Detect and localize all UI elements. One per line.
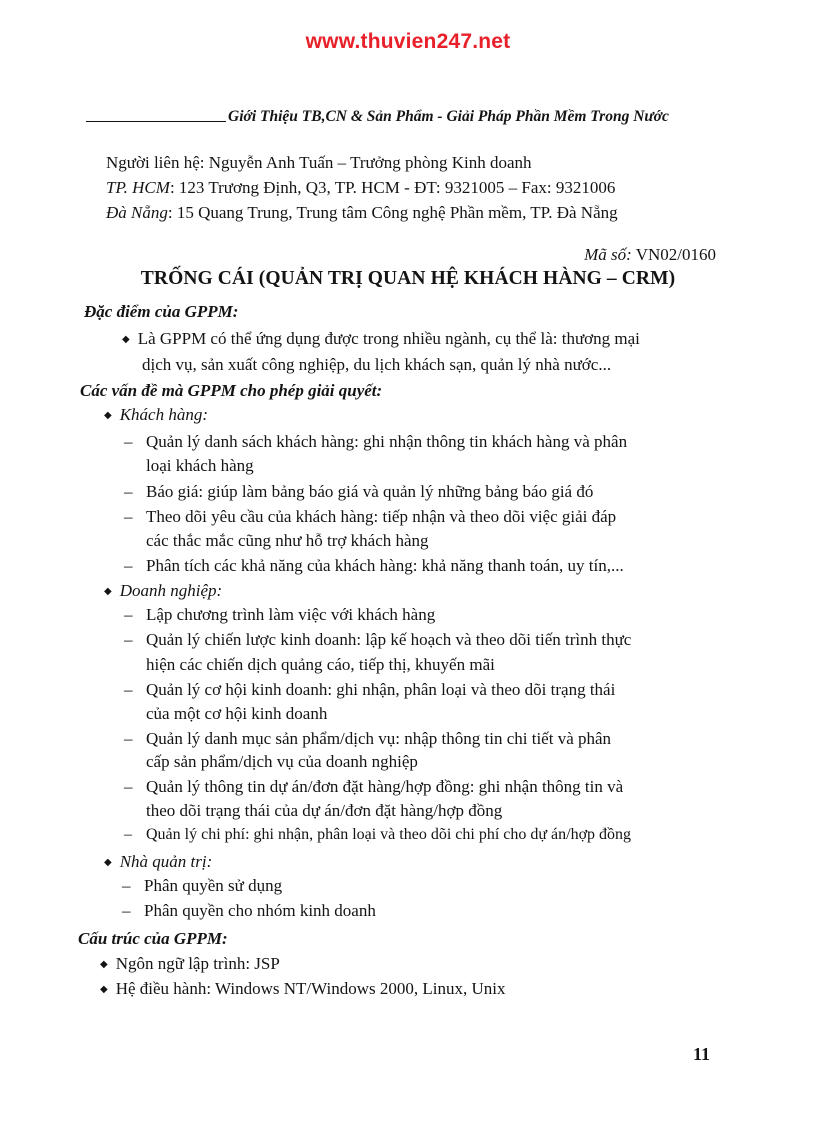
enterprise-line-3: hiện các chiến dịch quảng cáo, tiếp thị, khuyến mãi: [146, 655, 495, 674]
structure-line-2: Hệ điều hành: Windows NT/Windows 2000, Linux, Unix: [115, 979, 506, 998]
contact-hcm-text: : 123 Trương Định, Q3, TP. HCM - ĐT: 9321005 – Fax: 9321006: [169, 178, 616, 197]
diamond-bullet-icon: ◆: [104, 586, 112, 597]
features-line-2: dịch vụ, sản xuất công nghiệp, du lịch khách sạn, quản lý nhà nước...: [142, 355, 612, 374]
enterprise-item-3: [124, 680, 615, 700]
enterprise-item-2: [124, 630, 631, 650]
enterprise-line-6: Quản lý danh mục sản phẩm/dịch vụ: nhập thông tin chi tiết và phân: [146, 729, 612, 748]
admin-line-2: Phân quyền cho nhóm kinh doanh: [144, 901, 376, 920]
customers-item-2: [124, 482, 593, 502]
enterprise-item-6: [124, 826, 631, 844]
customers-line-4: Theo dõi yêu cầu của khách hàng: tiếp nhận và theo dõi việc giải đáp: [146, 507, 617, 526]
customers-item-1: [124, 432, 627, 452]
contact-person: Người liên hệ: Nguyễn Anh Tuấn – Trưởng phòng Kinh doanh: [106, 153, 532, 172]
dash-bullet: –: [124, 630, 133, 649]
admin-item-2: [122, 901, 376, 921]
enterprise-line-1: Lập chương trình làm việc với khách hàng: [146, 605, 436, 624]
product-code-value: VN02/0160: [631, 245, 716, 264]
enterprise-line-7: cấp sản phẩm/dịch vụ của doanh nghiệp: [146, 752, 418, 771]
dash-bullet: –: [124, 777, 133, 796]
features-line-1: Là GPPM có thể ứng dụng được trong nhiều ngành, cụ thể là: thương mại: [137, 329, 640, 348]
admin-line-1: Phân quyền sử dụng: [144, 876, 283, 895]
admin-item-1: [122, 876, 282, 896]
enterprise-item-4: [124, 729, 611, 749]
enterprise-line-5: của một cơ hội kinh doanh: [146, 704, 328, 723]
enterprise-line-10: Quản lý chi phí: ghi nhận, phân loại và theo dõi chi phí cho dự án/hợp đồng: [146, 826, 632, 843]
dash-bullet: –: [124, 826, 132, 843]
page-number: 11: [692, 1044, 710, 1064]
enterprise-line-9: theo dõi trạng thái của dự án/đơn đặt hàng/hợp đồng: [146, 801, 503, 820]
diamond-bullet-icon: ◆: [104, 857, 112, 868]
enterprise-line-2: Quản lý chiến lược kinh doanh: lập kế hoạch và theo dõi tiến trình thực: [146, 630, 632, 649]
structure-item-1: [100, 954, 280, 974]
features-heading: Đặc điểm của GPPM:: [84, 302, 239, 321]
site-watermark: www.thuvien247.net: [305, 30, 511, 53]
structure-heading: Cấu trúc của GPPM:: [78, 929, 228, 948]
enterprise-line-8: Quản lý thông tin dự án/đơn đặt hàng/hợp đồng: ghi nhận thông tin và: [146, 777, 624, 796]
enterprise-item-5: [124, 777, 623, 797]
customers-item-3: [124, 507, 616, 527]
dash-bullet: –: [122, 876, 131, 895]
diamond-bullet-icon: ◆: [122, 334, 130, 345]
enterprise-label-item: [104, 581, 222, 601]
customers-line-2: loại khách hàng: [146, 456, 254, 475]
customers-line-6: Phân tích các khả năng của khách hàng: khả năng thanh toán, uy tín,...: [146, 556, 624, 575]
enterprise-label: Doanh nghiệp:: [119, 581, 223, 600]
customers-item-4: [124, 556, 624, 576]
admin-label: Nhà quản trị:: [119, 852, 213, 871]
contact-danang: [106, 203, 618, 223]
dash-bullet: –: [124, 605, 133, 624]
problems-heading: Các vấn đề mà GPPM cho phép giải quyết:: [80, 381, 383, 400]
structure-line-1: Ngôn ngữ lập trình: JSP: [115, 954, 280, 973]
contact-hcm-label: TP. HCM: [106, 178, 170, 197]
dash-bullet: –: [124, 556, 133, 575]
dash-bullet: –: [124, 680, 133, 699]
diamond-bullet-icon: ◆: [104, 410, 112, 421]
diamond-bullet-icon: ◆: [100, 959, 108, 970]
dash-bullet: –: [124, 482, 133, 501]
product-code-label: Mã số:: [584, 245, 632, 264]
customers-label: Khách hàng:: [119, 405, 208, 424]
dash-bullet: –: [124, 729, 133, 748]
customers-label-item: [104, 405, 208, 425]
product-code: [584, 245, 716, 265]
dash-bullet: –: [124, 432, 133, 451]
features-item: [122, 329, 640, 349]
enterprise-item-1: [124, 605, 435, 625]
document-title: TRỐNG CÁI (QUẢN TRỊ QUAN HỆ KHÁCH HÀNG – CRM): [140, 268, 676, 289]
dash-bullet: –: [122, 901, 131, 920]
enterprise-line-4: Quản lý cơ hội kinh doanh: ghi nhận, phân loại và theo dõi trạng thái: [146, 680, 616, 699]
admin-label-item: [104, 852, 212, 872]
contact-hcm: [106, 178, 615, 198]
dash-bullet: –: [124, 507, 133, 526]
running-header: Giới Thiệu TB,CN & Sản Phẩm - Giải Pháp Phần Mềm Trong Nước: [228, 108, 669, 125]
contact-danang-text: : 15 Quang Trung, Trung tâm Công nghệ Phần mềm, TP. Đà Nẵng: [167, 203, 618, 222]
customers-line-5: các thắc mắc cũng như hỗ trợ khách hàng: [146, 531, 429, 550]
header-rule: [86, 121, 226, 122]
contact-danang-label: Đà Nẵng: [106, 203, 168, 222]
diamond-bullet-icon: ◆: [100, 984, 108, 995]
structure-item-2: [100, 979, 505, 999]
customers-line-3: Báo giá: giúp làm bảng báo giá và quản lý những bảng báo giá đó: [146, 482, 594, 501]
customers-line-1: Quản lý danh sách khách hàng: ghi nhận thông tin khách hàng và phân: [146, 432, 628, 451]
